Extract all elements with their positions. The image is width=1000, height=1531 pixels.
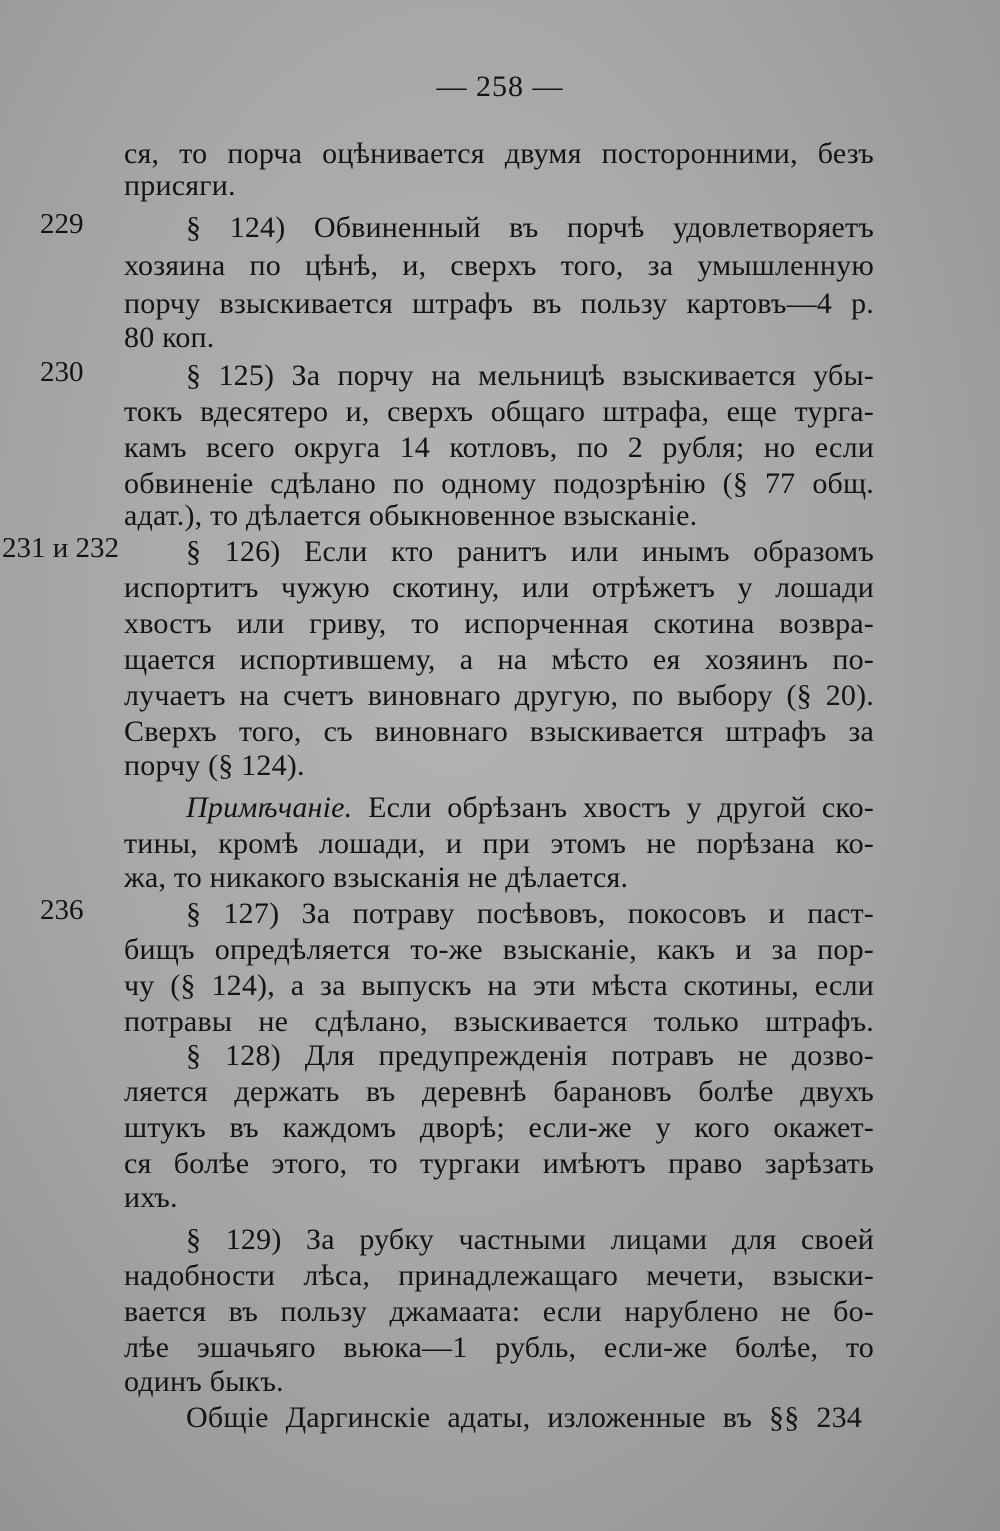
text-line: § 128) Для предупрежденія потравъ не дозво-	[186, 1039, 874, 1072]
text-line: чу (§ 124), а за выпускъ на эти мѣста скотины, если	[124, 969, 874, 1002]
text-line: 80 коп.	[124, 321, 215, 354]
text-line: хозяина по цѣнѣ, и, сверхъ того, за умышленную	[124, 249, 874, 282]
note-label: Примѣчаніе.	[186, 791, 353, 824]
text-line: порчу (§ 124).	[124, 749, 305, 782]
text-line: ихъ.	[124, 1181, 178, 1214]
margin-note: 230	[40, 356, 84, 388]
note-text: Если обрѣзанъ хвостъ у другой ско-	[352, 791, 874, 824]
text-line: § 129) За рубку частными лицами для своей	[186, 1223, 874, 1256]
text-line: тины, кромѣ лошади, и при этомъ не порѣзана ко-	[124, 827, 874, 860]
text-line: § 124) Обвиненный въ порчѣ удовлетворяетъ	[186, 211, 874, 244]
text-line: Общіе Даргинскіе адаты, изложенные въ §§ 234	[186, 1401, 862, 1434]
text-line: бищъ опредѣляется то-же взысканіе, какъ и за пор-	[124, 933, 874, 966]
text-line: обвиненіе сдѣлано по одному подозрѣнію (§ 77 общ.	[124, 467, 874, 500]
text-line: надобности лѣса, принадлежащаго мечети, взыски-	[124, 1259, 874, 1292]
text-line: адат.), то дѣлается обыкновенное взысканіе.	[124, 499, 698, 532]
margin-note: 231 и 232	[2, 532, 120, 564]
note-line	[186, 788, 874, 828]
text-line: хвостъ или гриву, то испорченная скотина возвра-	[124, 607, 874, 640]
text-line: щается испортившему, а на мѣсто ея хозяинъ по-	[124, 643, 874, 676]
text-line: лучаетъ на счетъ виновнаго другую, по выбору (§ 20).	[124, 679, 874, 712]
text-line: потравы не сдѣлано, взыскивается только штрафъ.	[124, 1005, 874, 1038]
text-line: штукъ въ каждомъ дворѣ; если-же у кого окажет-	[124, 1111, 874, 1144]
text-line: Сверхъ того, съ виновнаго взыскивается штрафъ за	[124, 715, 874, 748]
page-number: — 258 —	[436, 70, 564, 103]
text-line: § 125) За порчу на мельницѣ взыскивается убы-	[186, 359, 874, 392]
text-line: § 126) Если кто ранитъ или инымъ образомъ	[186, 535, 874, 568]
text-line: камъ всего округа 14 котловъ, по 2 рубля; но если	[124, 431, 874, 464]
text-line: вается въ пользу джамаата: если нарублено не бо-	[124, 1295, 874, 1328]
text-line: токъ вдесятеро и, сверхъ общаго штрафа, еще турга-	[124, 395, 874, 428]
text-line: § 127) За потраву посѣвовъ, покосовъ и паст-	[186, 897, 874, 930]
margin-note: 229	[40, 208, 84, 240]
text-line: ся болѣе этого, то тургаки имѣютъ право зарѣзать	[124, 1147, 874, 1180]
margin-note: 236	[40, 894, 84, 926]
text-line: присяги.	[124, 169, 236, 202]
text-line: одинъ быкъ.	[124, 1365, 284, 1398]
text-line: ся, то порча оцѣнивается двумя посторонними, безъ	[124, 137, 874, 170]
text-line: лѣе эшачьяго вьюка—1 рубль, если-же болѣе, то	[124, 1331, 874, 1364]
text-line: испортитъ чужую скотину, или отрѣжетъ у лошади	[124, 571, 874, 604]
text-line: жа, то никакого взысканія не дѣлается.	[124, 861, 629, 894]
text-line: ляется держать въ деревнѣ барановъ болѣе двухъ	[124, 1075, 874, 1108]
text-line: порчу взыскивается штрафъ въ пользу картовъ—4 р.	[124, 287, 874, 320]
